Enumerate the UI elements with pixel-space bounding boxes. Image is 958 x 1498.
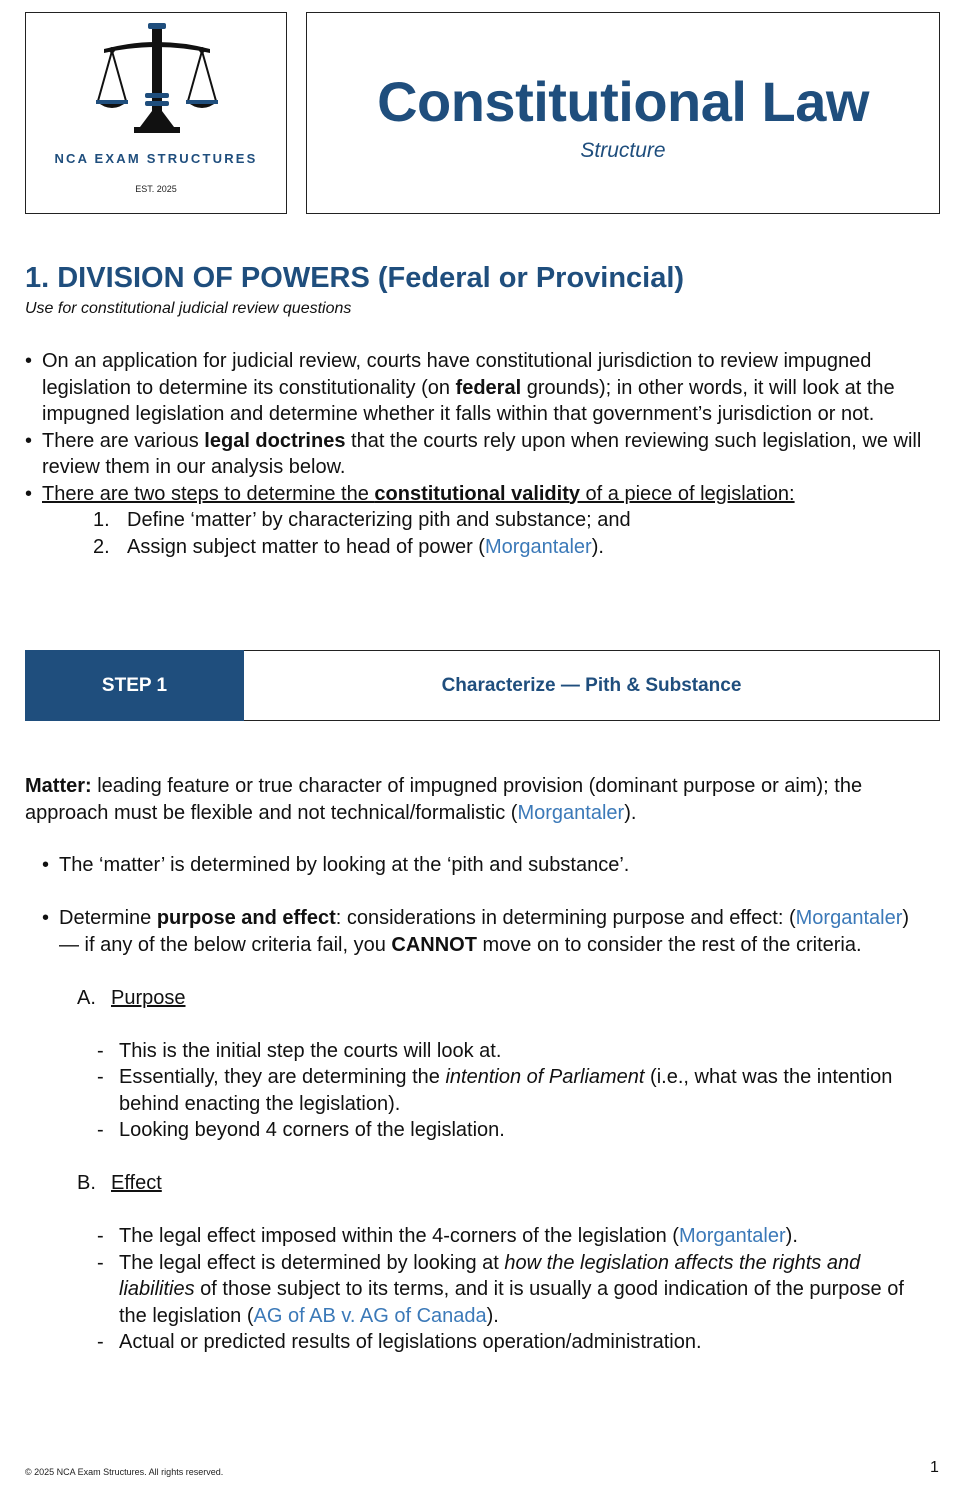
bullet-icon: • bbox=[25, 482, 33, 505]
text: Actual or predicted results of legislations operation/administration. bbox=[119, 1331, 702, 1353]
list-item: - Looking beyond 4 corners of the legislation. bbox=[97, 1119, 505, 1141]
text: ) — if any of the below criteria fail, you bbox=[59, 907, 910, 956]
list-item: - Essentially, they are determining the intention of Parliament (i.e., what was the intention behind enacting the legislation). bbox=[97, 1066, 893, 1115]
case-citation: Morgantaler bbox=[795, 907, 903, 929]
text: The legal effect is determined by looking at bbox=[119, 1251, 505, 1274]
criterion-title: Effect bbox=[111, 1172, 162, 1194]
case-citation: Morgantaler bbox=[484, 535, 592, 558]
title-card bbox=[306, 12, 940, 214]
text-bold: CANNOT bbox=[391, 933, 477, 956]
list-letter: A. bbox=[77, 986, 96, 1009]
text: that the courts rely upon when reviewing such legislation, we will review them in our analysis below. bbox=[42, 429, 922, 478]
list-letter: B. bbox=[77, 1172, 96, 1194]
text-bold: federal bbox=[455, 376, 522, 399]
text-bold: purpose and effect bbox=[156, 907, 336, 929]
list-item bbox=[42, 905, 922, 958]
list-item: - The legal effect imposed within the 4-corners of the legislation (Morgantaler). bbox=[97, 1225, 798, 1247]
section-subheading: Use for constitutional judicial review questions bbox=[25, 300, 352, 317]
list-item bbox=[42, 852, 922, 879]
case-citation: Morgantaler bbox=[678, 1225, 786, 1247]
step-title: Characterize — Pith & Substance bbox=[441, 675, 742, 696]
list-item bbox=[93, 507, 940, 534]
intro-bullet-list bbox=[25, 348, 940, 560]
list-item: - Actual or predicted results of legislations operation/administration. bbox=[97, 1331, 702, 1353]
criterion-heading bbox=[77, 985, 922, 1012]
page-subtitle: Structure bbox=[580, 139, 666, 162]
list-number: 2. bbox=[93, 535, 110, 558]
step-banner bbox=[25, 650, 940, 721]
list-item: - The legal effect is determined by looking at how the legislation affects the rights and liabilities of those subject to its terms, and it is usually a good indication of the purpose of the legislation (AG of AB v. AG of Canada). bbox=[97, 1251, 904, 1327]
purpose-items bbox=[77, 1038, 922, 1144]
text: On an application for judicial review, courts have constitutional jurisdiction to review impugned legislation to determine its constitutionality (on bbox=[42, 350, 872, 399]
text: grounds); in other words, it will look at the impugned legislation and determine whether it falls within that government’s jurisdiction or not. bbox=[42, 376, 895, 425]
steps-list bbox=[25, 507, 940, 560]
text: of a piece of legislation: bbox=[579, 482, 795, 505]
text: : considerations in determining purpose and effect: ( bbox=[335, 907, 796, 929]
text: There are two steps to determine the bbox=[42, 482, 375, 505]
text: Define ‘matter’ by characterizing pith and substance; and bbox=[127, 509, 631, 531]
text: The ‘matter’ is determined by looking at the ‘pith and substance’. bbox=[59, 854, 630, 876]
list-item: - This is the initial step the courts will look at. bbox=[97, 1039, 502, 1062]
text: of those subject to its terms, and it is usually a good indication of the purpose of the legislation ( bbox=[119, 1278, 904, 1327]
criterion-title: Purpose bbox=[111, 986, 186, 1009]
text: ). bbox=[785, 1225, 798, 1247]
step-bullet-list bbox=[42, 852, 922, 1356]
list-item bbox=[25, 428, 940, 481]
text: leading feature or true character of impugned provision (dominant purpose or aim); the approach must be flexible and not technical/formalistic ( bbox=[25, 775, 863, 824]
bullet-icon: • bbox=[42, 854, 50, 876]
scales-of-justice-icon bbox=[94, 21, 220, 139]
list-number: 1. bbox=[93, 509, 110, 531]
bullet-icon: • bbox=[42, 907, 50, 929]
logo-card bbox=[25, 12, 287, 214]
text-italic: intention of Parliament bbox=[445, 1066, 645, 1088]
page-number: 1 bbox=[930, 1459, 939, 1476]
brand-established: EST. 2025 bbox=[135, 184, 177, 194]
list-item bbox=[25, 348, 940, 428]
text: This is the initial step the courts will look at. bbox=[119, 1039, 502, 1062]
list-item bbox=[93, 534, 940, 561]
text: Essentially, they are determining the bbox=[119, 1066, 446, 1088]
case-citation: AG of AB v. AG of Canada bbox=[253, 1304, 487, 1327]
criteria-list bbox=[42, 985, 922, 1356]
brand-name: NCA EXAM STRUCTURES bbox=[54, 151, 258, 166]
text: ). bbox=[486, 1304, 499, 1327]
text: The legal effect imposed within the 4-corners of the legislation ( bbox=[119, 1225, 679, 1247]
footer-copyright: © 2025 NCA Exam Structures. All rights reserved. bbox=[25, 1467, 224, 1477]
text-bold: constitutional validity bbox=[374, 482, 580, 505]
text-bold: Matter: bbox=[25, 775, 92, 797]
list-item bbox=[25, 481, 940, 508]
text: Assign subject matter to head of power ( bbox=[127, 535, 485, 558]
text: There are various bbox=[42, 429, 205, 452]
section-heading: 1. DIVISION OF POWERS (Federal or Provincial) bbox=[25, 262, 685, 294]
effect-items bbox=[77, 1223, 922, 1356]
page-title: Constitutional Law bbox=[377, 70, 869, 133]
bullet-icon: • bbox=[25, 350, 33, 372]
text: Determine bbox=[59, 907, 157, 929]
bullet-icon: • bbox=[25, 429, 33, 452]
case-citation: Morgantaler bbox=[517, 801, 625, 824]
matter-paragraph bbox=[25, 773, 940, 826]
criterion-heading bbox=[77, 1170, 922, 1197]
text-bold: legal doctrines bbox=[204, 429, 346, 452]
step-label: STEP 1 bbox=[25, 650, 244, 721]
text: ). bbox=[624, 801, 637, 824]
text-italic: how the legislation affects the rights and liabilities bbox=[119, 1251, 861, 1300]
text: (i.e., what was the intention behind enacting the legislation). bbox=[119, 1066, 893, 1115]
text: move on to consider the rest of the criteria. bbox=[476, 933, 862, 956]
text: Looking beyond 4 corners of the legislation. bbox=[119, 1119, 505, 1141]
text: ). bbox=[591, 535, 604, 558]
